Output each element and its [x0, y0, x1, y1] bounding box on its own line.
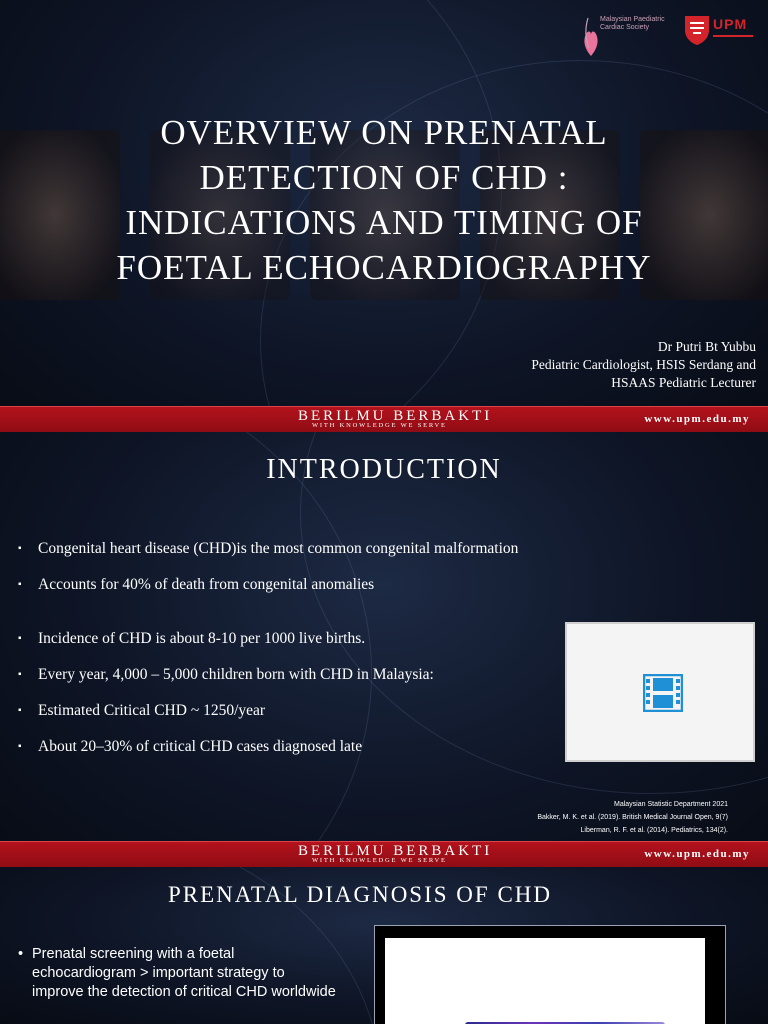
- footer-motto-sub: WITH KNOWLEDGE WE SERVE: [312, 857, 447, 864]
- bullet-item: ▪ Every year, 4,000 – 5,000 children born with CHD in Malaysia:: [18, 657, 558, 693]
- author-name: Dr Putri Bt Yubbu: [657, 339, 756, 354]
- author-affiliation: HSAAS Pediatric Lecturer: [611, 375, 756, 390]
- mpcs-logo-text: Malaysian Paediatric Cardiac Society: [600, 16, 665, 31]
- slide-title: PRENATAL DIAGNOSIS OF CHD: [167, 882, 553, 907]
- bullet-item: • Prenatal screening with a foetal echocardiogram > important strategy to improve the detection of critical CHD worldwide: [18, 945, 338, 1002]
- prenatal-diagnosis-slide: [0, 867, 768, 1024]
- slide-title: INTRODUCTION: [266, 454, 502, 485]
- embedded-video[interactable]: [565, 622, 755, 762]
- footer-bar: [0, 841, 768, 867]
- upm-logo: [683, 14, 755, 48]
- heart-icon: [582, 14, 600, 60]
- footer-motto-sub: WITH KNOWLEDGE WE SERVE: [312, 422, 447, 429]
- footer-motto: BERILMU BERBAKTI: [298, 843, 493, 859]
- upm-logo-text: UPM: [713, 16, 748, 32]
- bullet-item: ▪ Incidence of CHD is about 8-10 per 1000 live births.: [18, 621, 558, 657]
- bullet-item: ▪ Congenital heart disease (CHD)is the most common congenital malformation: [18, 530, 558, 567]
- slide-title: OVERVIEW ON PRENATAL DETECTION OF CHD : INDICATIONS AND TIMING OF FOETAL ECHOCARDIOGRAPHY: [116, 113, 652, 287]
- bullet-item: ▪ Estimated Critical CHD ~ 1250/year: [18, 693, 558, 729]
- reference-item: Liberman, R. F. et al. (2014). Pediatrics, 134(2).: [580, 827, 728, 834]
- film-icon[interactable]: [643, 674, 683, 712]
- footer-motto: BERILMU BERBAKTI: [298, 408, 493, 424]
- reference-item: Bakker, M. K. et al. (2019). British Medical Journal Open, 9(7): [537, 814, 728, 821]
- upm-crest-icon: [683, 14, 711, 46]
- footer-url[interactable]: www.upm.edu.my: [644, 848, 750, 860]
- bullet-list: [18, 945, 338, 1002]
- mpcs-logo: [582, 14, 672, 62]
- title-slide: [0, 0, 768, 432]
- reference-item: Malaysian Statistic Department 2021: [614, 801, 728, 808]
- echocardiogram-image: [374, 925, 726, 1024]
- bullet-item: ▪ Accounts for 40% of death from congenital anomalies: [18, 567, 558, 603]
- image-content: [385, 938, 705, 1024]
- bullet-list: [18, 530, 558, 765]
- footer-bar: [0, 406, 768, 432]
- author-role: Pediatric Cardiologist, HSIS Serdang and: [531, 357, 756, 372]
- references: [537, 798, 728, 837]
- upm-logo-underline: [713, 35, 753, 37]
- introduction-slide: [0, 432, 768, 867]
- bullet-item: ▪ About 20–30% of critical CHD cases diagnosed late: [18, 729, 558, 765]
- footer-url[interactable]: www.upm.edu.my: [644, 413, 750, 425]
- author-info: [531, 338, 756, 392]
